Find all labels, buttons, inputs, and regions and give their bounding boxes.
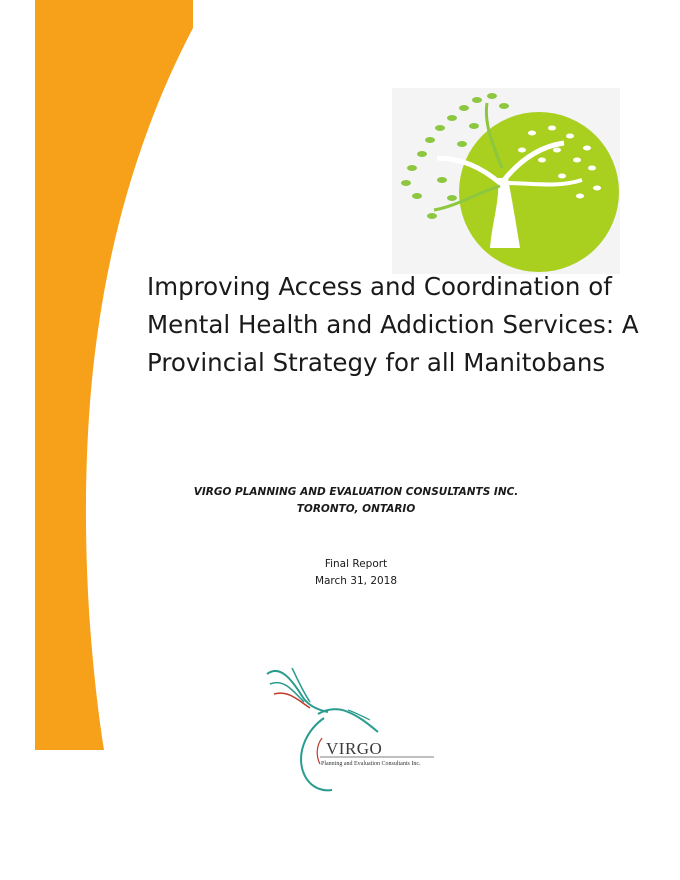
report-date: March 31, 2018: [314, 575, 398, 587]
organization-name: VIRGO PLANNING AND EVALUATION CONSULTANTS INC.: [193, 486, 519, 498]
logo-tagline: Planning and Evaluation Consultants Inc.: [321, 761, 421, 767]
hummingbird-icon: [262, 660, 442, 795]
organization-location: TORONTO, ONTARIO: [296, 503, 416, 515]
logo-name: VIRGO: [326, 739, 383, 758]
organization-block: [150, 484, 562, 518]
report-info: [250, 556, 462, 590]
document-title: Improving Access and Coordination of Mental Health and Addiction Services: A Provincial Strategy for all Manitobans: [147, 272, 639, 377]
report-type: Final Report: [324, 558, 388, 570]
tree-icon: [392, 88, 620, 274]
